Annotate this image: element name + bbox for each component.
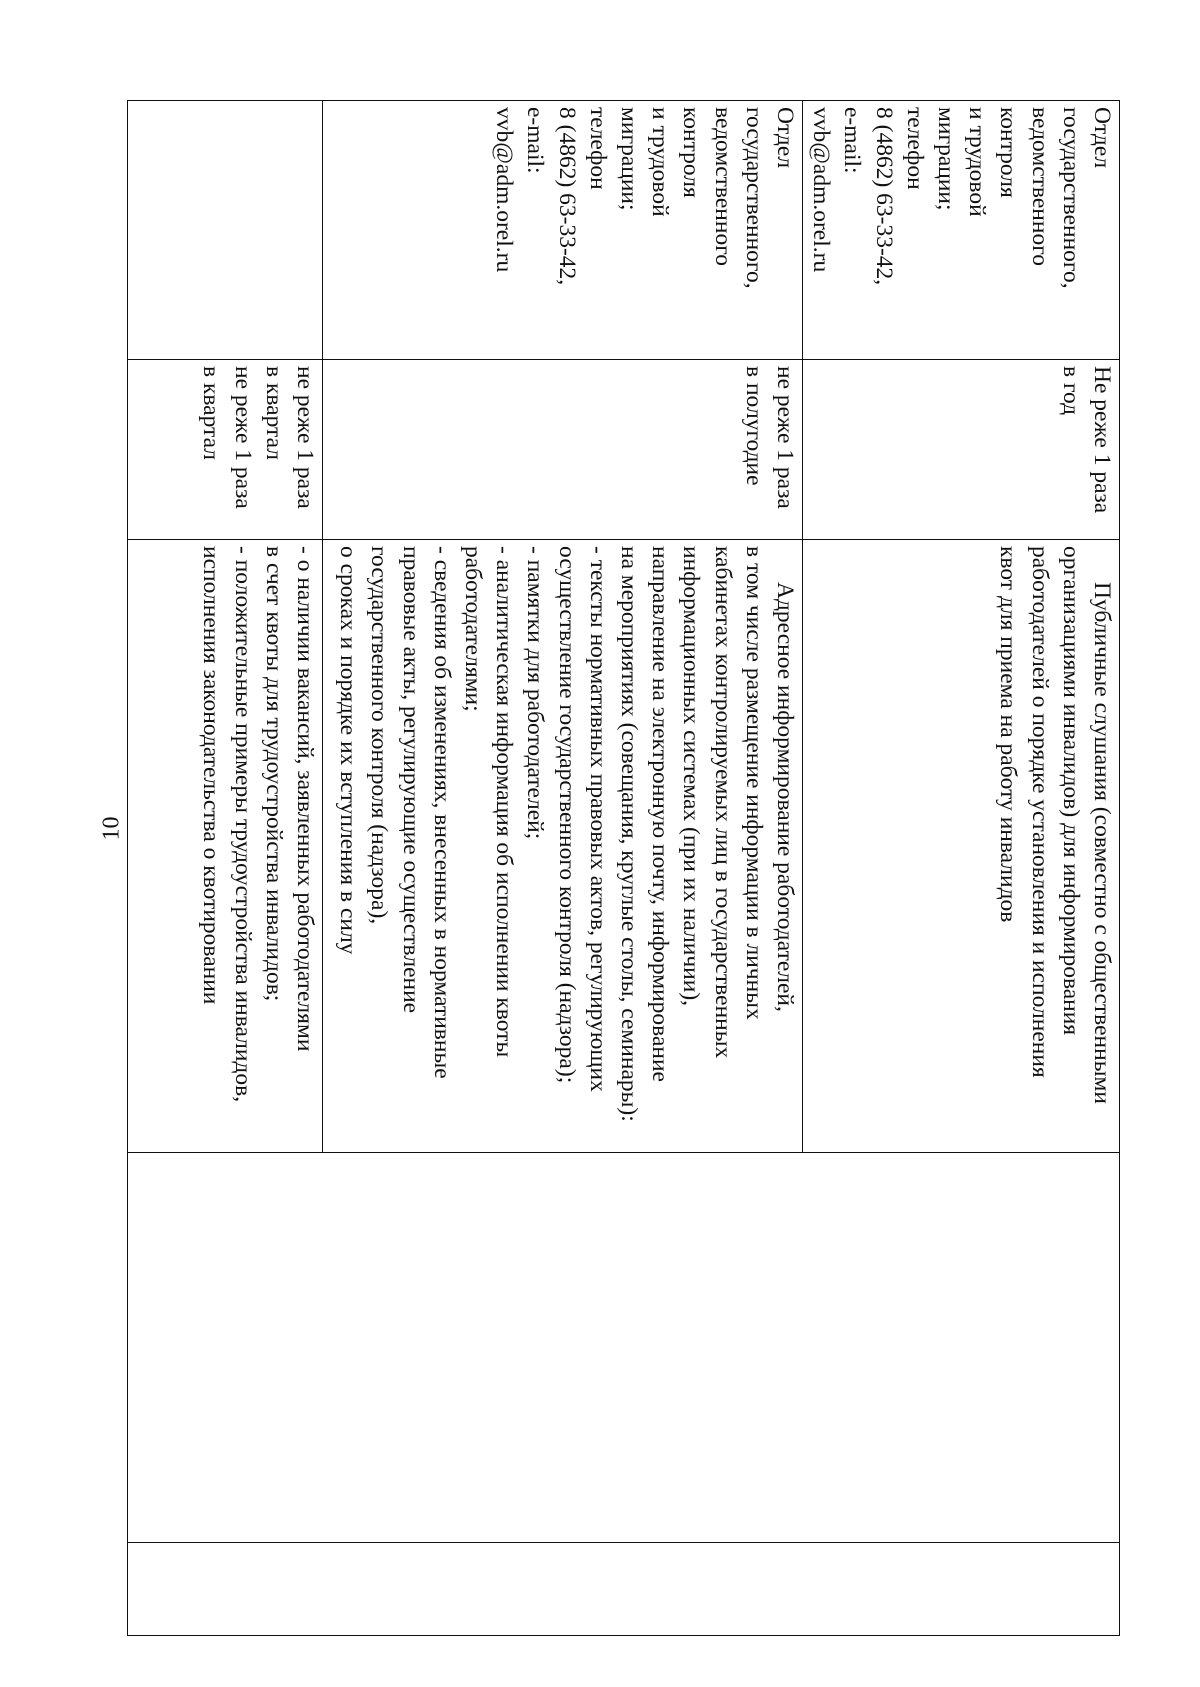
description-cell	[127, 540, 322, 1153]
description-line: осуществление государственного контроля (надзора);	[553, 546, 580, 1084]
frequency-line: в год	[1057, 366, 1084, 416]
responsible-line: Отдел	[1089, 107, 1115, 169]
responsible-email: vvb@adm.orel.ru	[491, 107, 518, 273]
description-line: квот для приема на работу инвалидов	[995, 546, 1022, 923]
frequency-line: не реже 1 раза	[291, 366, 318, 509]
rotated-page-content	[175, 100, 1120, 1635]
frequency-cell	[802, 360, 1119, 540]
responsible-line: и трудовой	[647, 107, 674, 217]
frequency-line: не реже 1 раза	[229, 366, 256, 509]
description-line: в том числе размещение информации в личных	[740, 546, 767, 1020]
description-line: в счет квоты для трудоустройства инвалидов;	[260, 546, 287, 1002]
frequency-cell	[127, 360, 322, 540]
description-cell	[802, 540, 1119, 1153]
description-line: кабинетах контролируемых лиц в государственных	[709, 546, 736, 1059]
description-line: - о наличии вакансий, заявленных работодателями	[291, 546, 318, 1052]
description-line: организациями инвалидов) для информирования	[1057, 546, 1084, 1036]
frequency-line: в полугодие	[740, 366, 767, 486]
description-line: Публичные слушания (совместно с общественными	[1089, 582, 1115, 1104]
description-line: информационных системах (при их наличии),	[678, 546, 705, 1007]
responsible-line: контроля	[678, 107, 705, 198]
number-cell	[127, 1543, 1119, 1636]
description-line: исполнения законодательства о квотировании	[198, 546, 225, 1005]
responsible-cell	[322, 101, 802, 360]
frequency-line: в квартал	[198, 366, 225, 460]
responsible-line: телефон	[901, 107, 928, 190]
responsible-line: и трудовой	[964, 107, 991, 217]
responsible-line: 8 (4862) 63-33-42,	[870, 107, 897, 286]
description-line: - сведения об изменениях, внесенных в нормативные	[428, 546, 455, 1079]
page-number: 10	[98, 816, 125, 841]
description-line: о сроках и порядке их вступления в силу	[335, 546, 362, 955]
description-line: - тексты нормативных правовых актов, регулирующих	[584, 546, 611, 1092]
responsible-cell	[127, 101, 322, 360]
responsible-line: миграции;	[932, 107, 959, 211]
responsible-line: контроля	[995, 107, 1022, 198]
responsible-email: vvb@adm.orel.ru	[808, 107, 835, 273]
description-line: на мероприятиях (совещания, круглые столы, семинары):	[615, 546, 642, 1122]
description-line: правовые акты, регулирующие осуществление	[397, 546, 424, 1014]
responsible-line: Отдел	[771, 107, 798, 169]
responsible-line: государственного,	[1057, 107, 1084, 289]
empty-cell	[127, 1153, 1119, 1543]
responsible-line: ведомственного	[1026, 107, 1053, 267]
responsible-cell	[802, 101, 1119, 360]
description-line: государственного контроля (надзора),	[366, 546, 393, 925]
frequency-line: не реже 1 раза	[771, 366, 798, 509]
responsible-line: миграции;	[615, 107, 642, 211]
description-line: - памятки для работодателей;	[522, 546, 549, 840]
description-line: Адресное информирование работодателей,	[771, 582, 798, 1012]
frequency-cell	[322, 360, 802, 540]
description-line: - аналитическая информация об исполнении квоты	[491, 546, 518, 1058]
responsible-line: государственного,	[740, 107, 767, 289]
table-row	[802, 101, 1119, 1636]
description-line: - положительные примеры трудоустройства инвалидов,	[229, 546, 256, 1103]
responsible-line: 8 (4862) 63-33-42,	[553, 107, 580, 286]
responsible-line: e-mail:	[839, 107, 866, 174]
description-line: направление на электронную почту, информирование	[647, 546, 674, 1082]
description-line: работодателями;	[459, 546, 486, 712]
frequency-line: в квартал	[260, 366, 287, 460]
responsible-line: телефон	[584, 107, 611, 190]
measures-table	[127, 100, 1120, 1636]
responsible-line: ведомственного	[709, 107, 736, 267]
frequency-line: Не реже 1 раза	[1089, 366, 1115, 514]
description-line: работодателей о порядке установления и исполнения	[1026, 546, 1053, 1078]
responsible-line: e-mail:	[522, 107, 549, 174]
description-cell	[322, 540, 802, 1153]
